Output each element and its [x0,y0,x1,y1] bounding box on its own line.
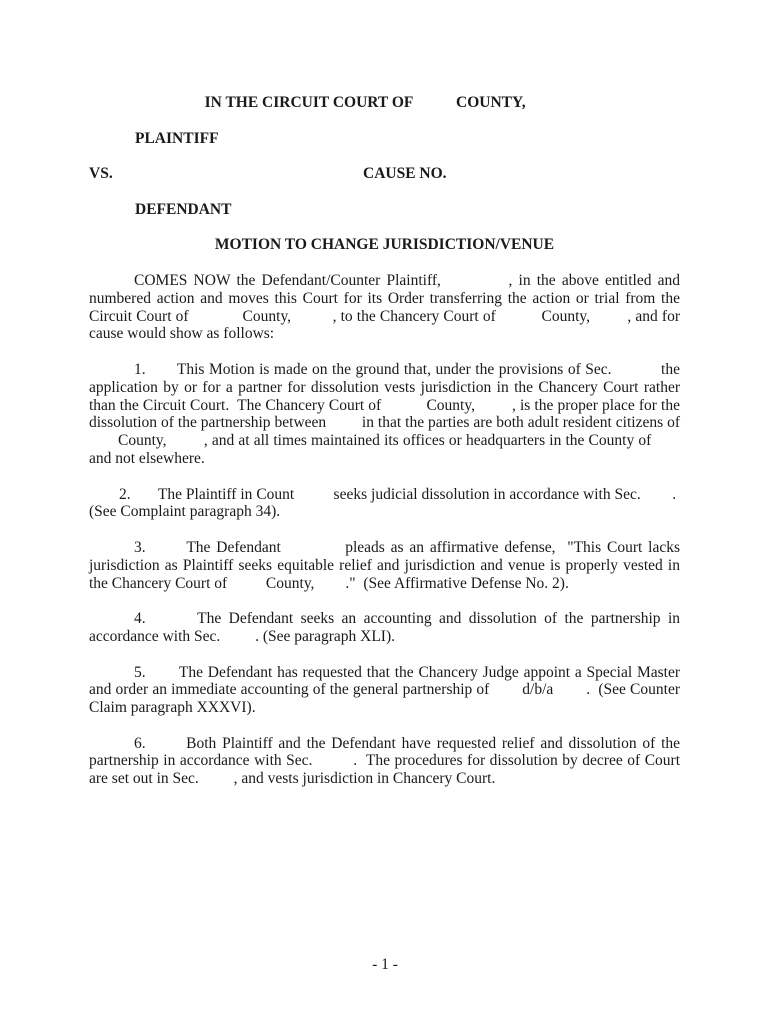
cause-no-label: CAUSE NO. [363,165,447,183]
paragraph-3: 3. The Defendant pleads as an affirmative defense, "This Court lacks jurisdiction as Plaintiff seeks equitable relief and jurisdiction and venue is properly vested in the Chancery Court of County, ." (See Affirmative Defense No. 2). [89,538,680,592]
paragraph-4: 4. The Defendant seeks an accounting and dissolution of the partnership in accordance with Sec. . (See paragraph XLI). [89,610,680,645]
vs-cause-row [89,165,680,183]
court-caption-line: IN THE CIRCUIT COURT OF COUNTY, [204,94,565,111]
paragraph-5: 5. The Defendant has requested that the Chancery Judge appoint a Special Master and order an immediate accounting of the general partnership of d/b/a . (See Counter Claim paragraph XXXVI). [89,663,680,717]
paragraph-6: 6. Both Plaintiff and the Defendant have requested relief and dissolution of the partnership in accordance with Sec. . The procedures for dissolution by decree of Court are set out in Sec. , and vests jurisdiction in Chancery Court. [89,734,680,788]
defendant-label: DEFENDANT [135,200,232,218]
paragraph-comes-now: COMES NOW the Defendant/Counter Plaintiff, , in the above entitled and numbered action and moves this Court for its Order transferring the action or trial from the Circuit Court of County, , to the Chancery Court of County, , and for cause would show as follows: [89,271,680,343]
document-content [89,94,680,806]
vs-label: VS. [89,165,113,183]
plaintiff-label: PLAINTIFF [135,129,219,147]
paragraph-1: 1. This Motion is made on the ground that, under the provisions of Sec. the application by or for a partner for dissolution vests jurisdiction in the Chancery Court rather than the Circuit Court. The Chancery Court of County, , is the proper place for the dissolution of the partnership between in that the parties are both adult resident citizens of County, , and at all times maintained its offices or headquarters in the County of and not elsewhere. [89,360,680,467]
paragraph-2: 2. The Plaintiff in Count seeks judicial dissolution in accordance with Sec. . (See Complaint paragraph 34). [89,485,680,521]
motion-title: MOTION TO CHANGE JURISDICTION/VENUE [214,236,555,254]
page-number: - 1 - [372,956,398,973]
